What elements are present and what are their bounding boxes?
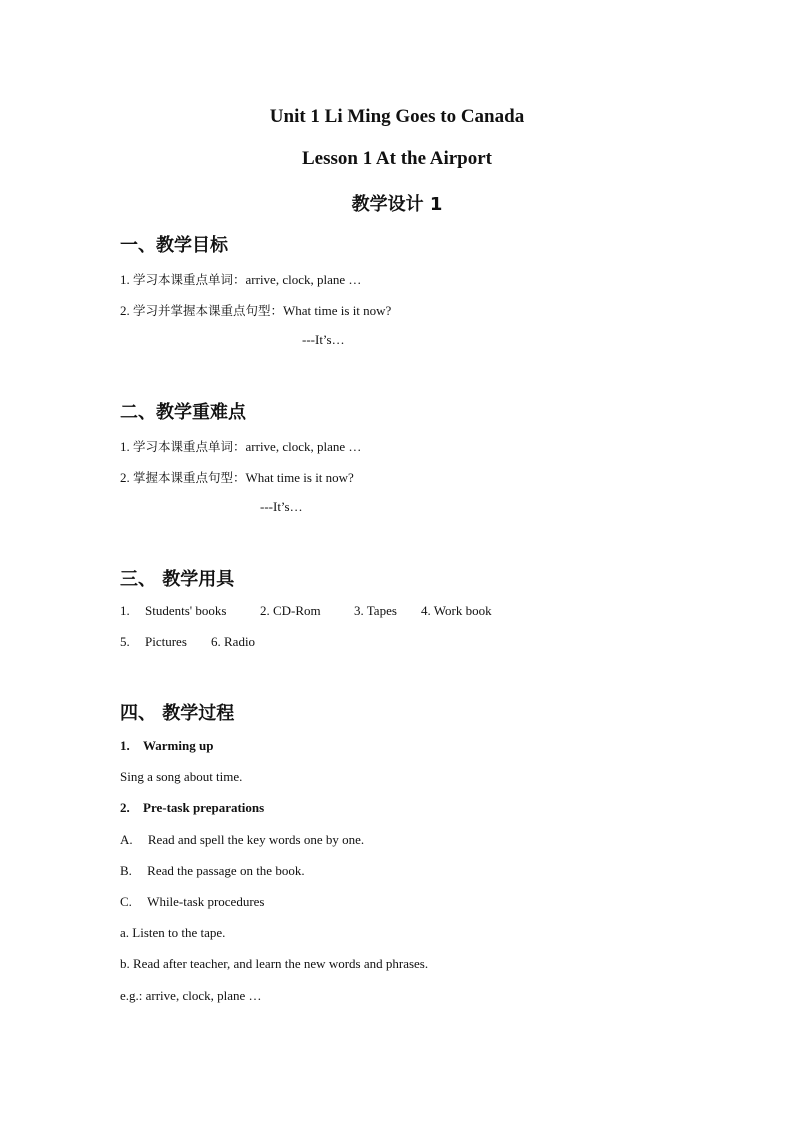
item-number: 1. xyxy=(120,272,130,287)
section-heading-objectives: 一、教学目标 xyxy=(120,235,228,256)
process-step-2 xyxy=(120,800,264,816)
list-text: Read and spell the key words one by one. xyxy=(147,832,365,847)
key-point-item-2 xyxy=(120,468,354,486)
list-text: Read the passage on the book. xyxy=(147,863,305,878)
unit-title: Unit 1 Li Ming Goes to Canada xyxy=(269,106,525,127)
material-item: 3. Tapes xyxy=(354,603,397,618)
material-item: Students' books xyxy=(145,603,227,618)
list-text: While-task procedures xyxy=(147,894,265,909)
list-mark: C. xyxy=(120,894,132,909)
lesson-title: Lesson 1 At the Airport xyxy=(302,148,492,169)
key-point-answer: ---It’s… xyxy=(260,499,303,514)
item-text: What time is it now? xyxy=(245,470,354,485)
item-label: 掌握本课重点句型： xyxy=(133,470,246,485)
objective-item-1 xyxy=(120,270,361,288)
key-point-item-1 xyxy=(120,437,361,455)
section-heading-materials: 三、 教学用具 xyxy=(120,569,235,590)
list-mark: A. xyxy=(120,832,133,847)
item-label: 学习本课重点单词： xyxy=(133,272,246,287)
item-number: 2. xyxy=(120,303,130,318)
item-label: 学习本课重点单词： xyxy=(133,439,246,454)
process-step-1-text: Sing a song about time. xyxy=(120,769,243,784)
material-item: 4. Work book xyxy=(421,603,492,618)
list-mark: B. xyxy=(120,863,132,878)
material-number: 1. xyxy=(120,603,130,618)
material-item: 6. Radio xyxy=(211,634,256,649)
process-line-eg: e.g.: arrive, clock, plane … xyxy=(120,988,262,1003)
material-number: 5. xyxy=(120,634,130,649)
step-number: 1. xyxy=(120,738,130,753)
item-text: What time is it now? xyxy=(283,303,392,318)
item-text: arrive, clock, plane … xyxy=(245,439,362,454)
item-number: 2. xyxy=(120,470,130,485)
section-heading-key-points: 二、教学重难点 xyxy=(120,402,246,423)
objective-item-2 xyxy=(120,301,391,319)
step-number: 2. xyxy=(120,800,130,815)
item-label: 学习并掌握本课重点句型： xyxy=(133,303,284,318)
item-number: 1. xyxy=(120,439,130,454)
process-line-a: a. Listen to the tape. xyxy=(120,925,226,940)
design-title: 教学设计 1 xyxy=(351,194,443,215)
process-list-item-a xyxy=(120,832,364,848)
section-heading-process: 四、 教学过程 xyxy=(120,703,235,724)
process-step-1 xyxy=(120,738,213,754)
process-list-item-b xyxy=(120,863,305,879)
process-list-item-c xyxy=(120,894,264,910)
step-title: Pre-task preparations xyxy=(143,800,265,815)
item-text: arrive, clock, plane … xyxy=(245,272,362,287)
material-item: 2. CD-Rom xyxy=(260,603,321,618)
objective-answer: ---It’s… xyxy=(302,332,345,347)
material-item: Pictures xyxy=(145,634,187,649)
step-title: Warming up xyxy=(143,738,214,753)
process-line-b: b. Read after teacher, and learn the new words and phrases. xyxy=(120,956,429,971)
